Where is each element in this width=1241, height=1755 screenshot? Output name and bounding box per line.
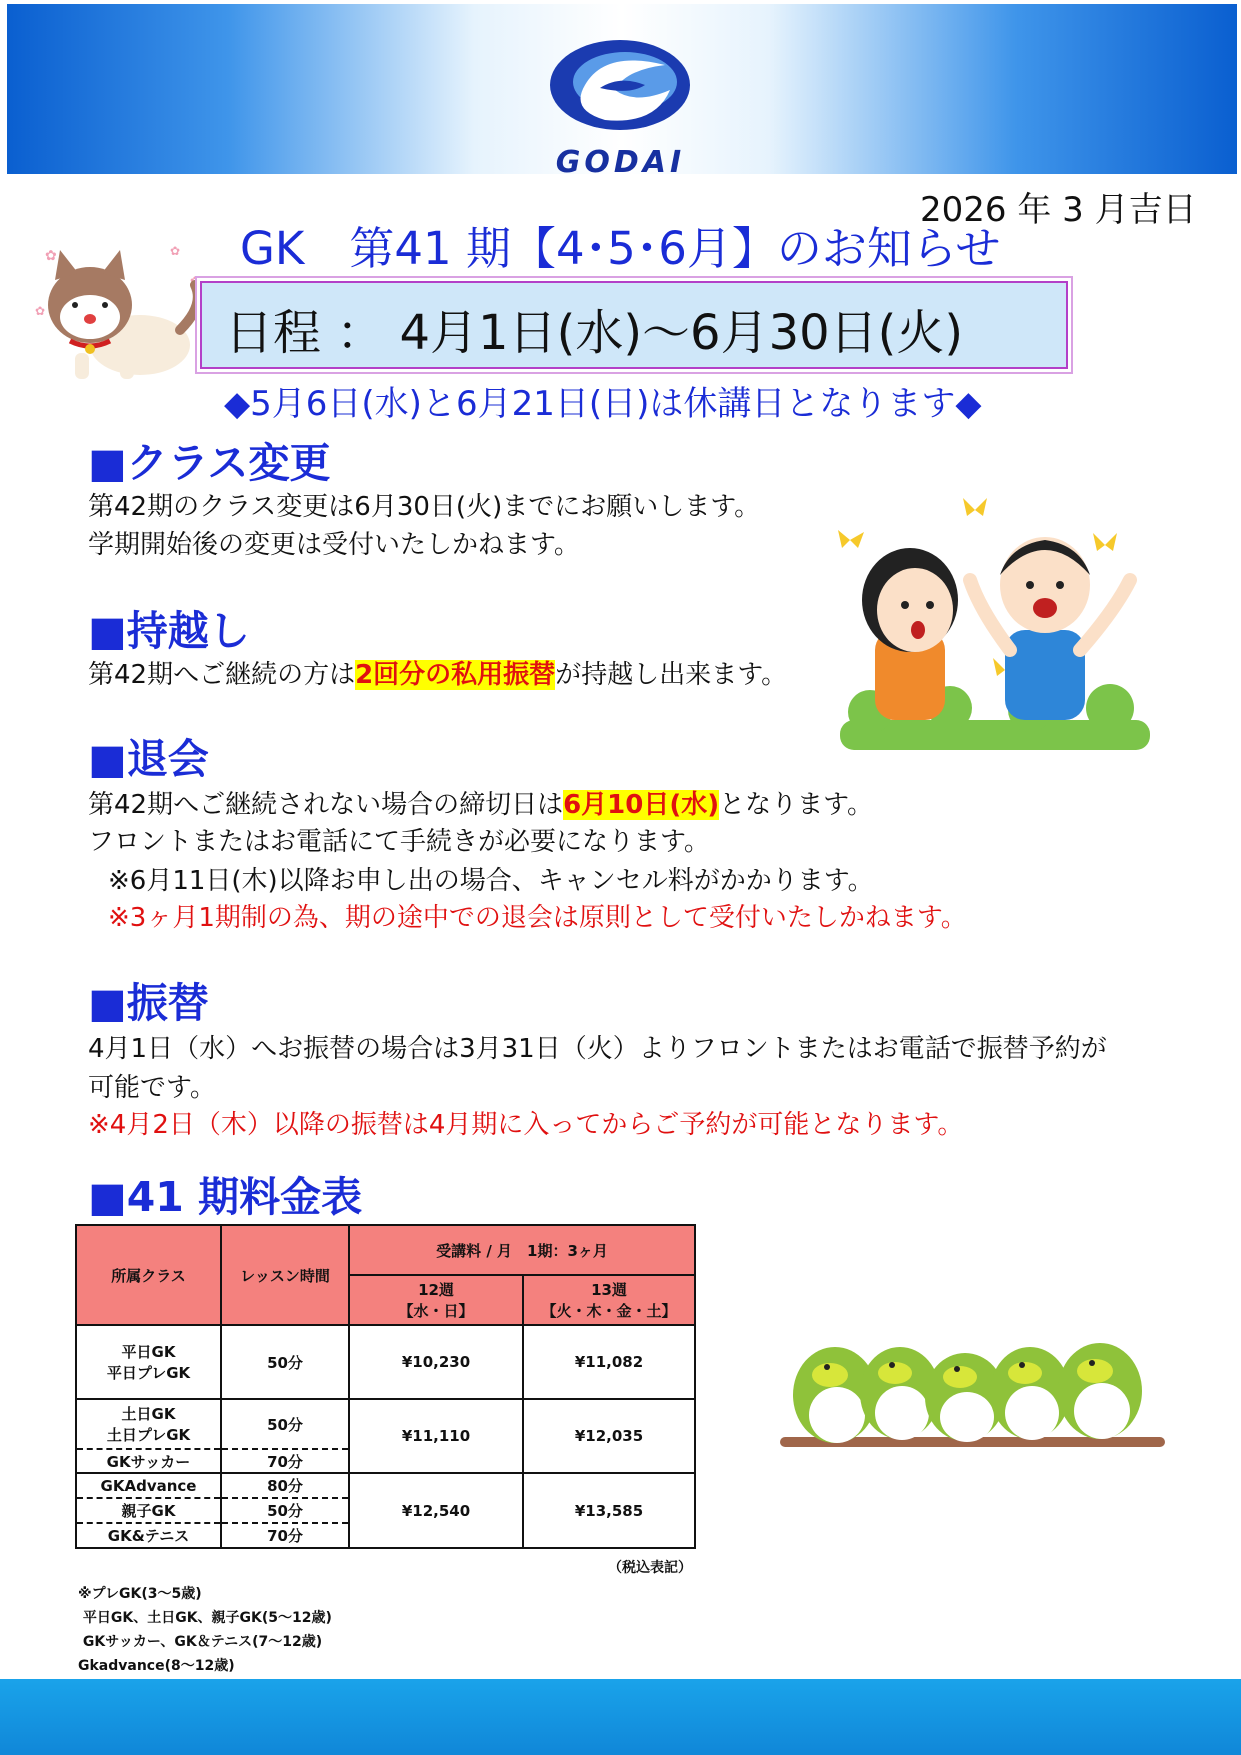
g3-class-3: GK&テニス bbox=[76, 1523, 221, 1548]
footnote-1: ※プレGK(3～5歳) bbox=[78, 1586, 202, 1602]
g3-class-1: GKAdvance bbox=[76, 1473, 221, 1498]
section-heading-fees: ■41 期料金表 bbox=[88, 1173, 363, 1221]
birds-on-branch-illustration-icon bbox=[775, 1325, 1170, 1465]
g3-fee-12: ¥12,540 bbox=[349, 1473, 523, 1548]
g1-time: 50分 bbox=[221, 1325, 349, 1399]
withdrawal-line-2: フロントまたはお電話にて手続きが必要になります。 bbox=[88, 827, 710, 857]
g1-class-2: 平日プレGK bbox=[106, 1364, 191, 1382]
children-butterflies-illustration-icon bbox=[830, 490, 1160, 755]
header-12-weeks bbox=[349, 1275, 523, 1325]
g1-class bbox=[76, 1325, 221, 1399]
header-13-weeks bbox=[523, 1275, 695, 1325]
svg-text:✿: ✿ bbox=[190, 274, 201, 288]
godai-logo-icon bbox=[545, 30, 695, 140]
carryover-post: が持越し出来ます。 bbox=[555, 660, 788, 690]
g3-fee-13: ¥13,585 bbox=[523, 1473, 695, 1548]
footnote-4: Gkadvance(8～12歳) bbox=[78, 1658, 235, 1674]
section-heading-carryover: ■持越し bbox=[88, 607, 250, 655]
svg-text:✿: ✿ bbox=[35, 304, 46, 318]
g2-class-2: 土日プレGK bbox=[106, 1426, 191, 1444]
withdrawal-post: となります。 bbox=[719, 790, 874, 820]
g2-fee-13: ¥12,035 bbox=[523, 1399, 695, 1473]
carryover-pre: 第42期へご継続の方は bbox=[88, 660, 356, 690]
section-heading-class-change: ■クラス変更 bbox=[88, 439, 331, 487]
class-change-line-2: 学期開始後の変更は受付いたしかねます。 bbox=[88, 530, 580, 560]
tax-note: （税込表記） bbox=[608, 1560, 692, 1576]
g2-time: 50分 bbox=[221, 1399, 349, 1449]
g3-class-2: 親子GK bbox=[76, 1498, 221, 1523]
g2-class-3: GKサッカー bbox=[76, 1449, 221, 1473]
header-fee: 受講料 / 月 1期：3ヶ月 bbox=[349, 1225, 695, 1275]
header-12-weeks-label: 12週 bbox=[418, 1281, 454, 1299]
issue-date: 2026 年 3 月吉日 bbox=[920, 190, 1197, 230]
fee-table bbox=[75, 1224, 696, 1549]
header-13-weeks-days: 【火・木・金・土】 bbox=[541, 1302, 677, 1320]
svg-text:✿: ✿ bbox=[45, 248, 57, 264]
header-class: 所属クラス bbox=[76, 1225, 221, 1325]
g3-time-3: 70分 bbox=[221, 1523, 349, 1548]
svg-text:✿: ✿ bbox=[170, 244, 181, 258]
g2-class bbox=[76, 1399, 221, 1449]
transfer-line-3: ※4月2日（木）以降の振替は4月期に入ってからご予約が可能となります。 bbox=[88, 1110, 964, 1140]
cat-illustration-icon bbox=[30, 235, 210, 385]
carryover-highlight: 2回分の私用振替 bbox=[355, 660, 556, 690]
transfer-line-1: 4月1日（水）へお振替の場合は3月31日（火）よりフロントまたはお電話で振替予約が bbox=[88, 1034, 1107, 1064]
section-heading-transfer: ■振替 bbox=[88, 979, 209, 1027]
withdrawal-line-1 bbox=[88, 784, 873, 821]
withdrawal-deadline-highlight: 6月10日(水) bbox=[563, 790, 720, 820]
footer-bar bbox=[0, 1679, 1241, 1755]
schedule-text: 日程 ： 4月1日(水)～6月30日(火) bbox=[225, 305, 964, 361]
header-13-weeks-label: 13週 bbox=[591, 1281, 627, 1299]
class-change-line-1: 第42期のクラス変更は6月30日(火)までにお願いします。 bbox=[88, 492, 761, 522]
brand-logo-text: GODAI bbox=[555, 145, 686, 180]
g1-class-1: 平日GK bbox=[121, 1343, 176, 1361]
footnote-2: 平日GK、土日GK、親子GK(5～12歳) bbox=[78, 1610, 332, 1626]
carryover-line bbox=[88, 654, 787, 691]
withdrawal-line-3: ※6月11日(木)以降お申し出の場合、キャンセル料がかかります。 bbox=[108, 866, 874, 896]
withdrawal-line-4: ※3ヶ月1期制の為、期の途中での退会は原則として受付いたしかねます。 bbox=[108, 903, 967, 933]
g3-time-1: 80分 bbox=[221, 1473, 349, 1498]
g2-time-3: 70分 bbox=[221, 1449, 349, 1473]
g1-fee-13: ¥11,082 bbox=[523, 1325, 695, 1399]
g3-time-2: 50分 bbox=[221, 1498, 349, 1523]
section-heading-withdrawal: ■退会 bbox=[88, 735, 209, 783]
g2-class-1: 土日GK bbox=[121, 1405, 176, 1423]
footnote-3: GKサッカー、GK＆テニス(7～12歳) bbox=[78, 1634, 323, 1650]
g1-fee-12: ¥10,230 bbox=[349, 1325, 523, 1399]
withdrawal-pre: 第42期へご継続されない場合の締切日は bbox=[88, 790, 564, 820]
header-lesson-time: レッスン時間 bbox=[221, 1225, 349, 1325]
holiday-note: ◆5月6日(水)と6月21日(日)は休講日となります◆ bbox=[224, 384, 982, 424]
transfer-line-2: 可能です。 bbox=[88, 1073, 216, 1103]
g2-fee-12: ¥11,110 bbox=[349, 1399, 523, 1473]
header-12-weeks-days: 【水・日】 bbox=[398, 1302, 474, 1320]
notice-title: GK 第41 期【4･5･6月】のお知らせ bbox=[240, 222, 1001, 275]
